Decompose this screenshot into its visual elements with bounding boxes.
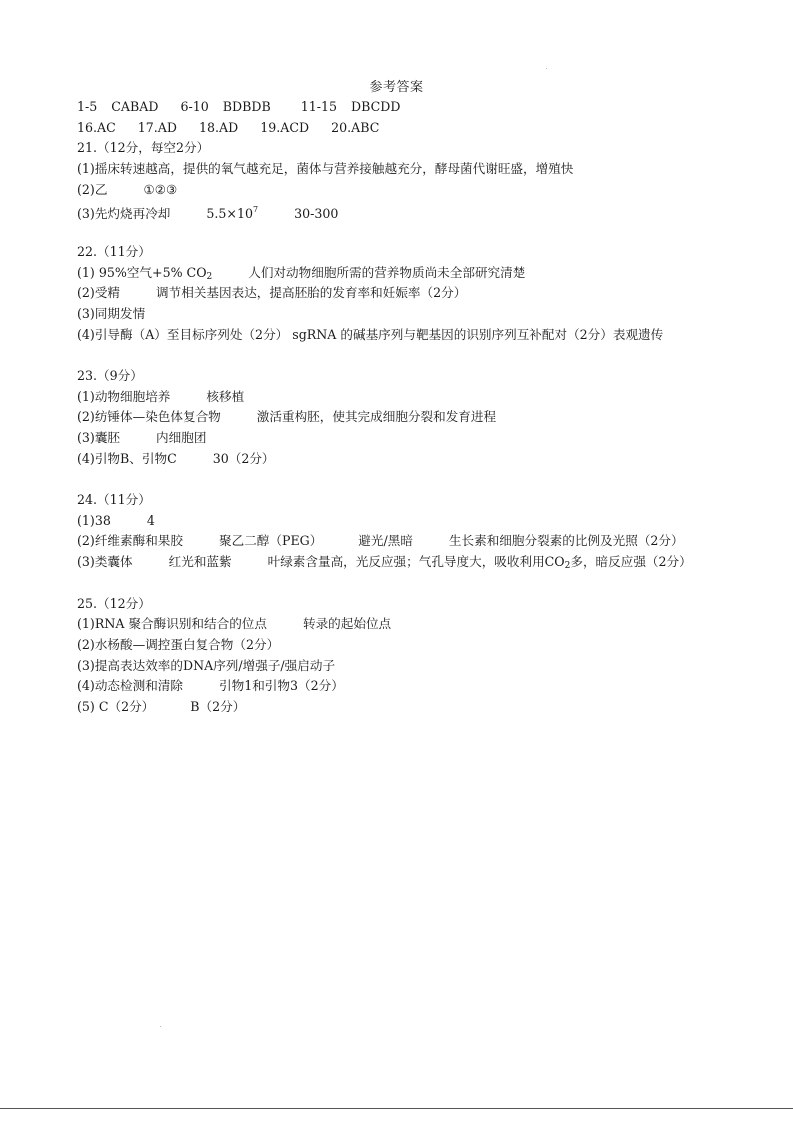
q21-answer-2 [77, 180, 757, 201]
q24-answer-2 [77, 531, 757, 552]
subscript: 2 [206, 271, 213, 282]
q22-answer-2 [77, 283, 757, 304]
q21-answer-3-part: 30-300 [294, 206, 339, 222]
q24-answer-3-part: 红光和蓝紫 [168, 554, 232, 570]
mc-answer: CABAD [111, 99, 159, 114]
scan-speck [546, 68, 547, 69]
spacer [77, 469, 757, 490]
q23-answer-3-part: (3)囊胚 [77, 430, 121, 445]
q25-answer-4-part: (4)动态检测和清除 [77, 678, 183, 694]
mc-answer: 17.AD [137, 119, 177, 135]
mc-answers-row-1 [77, 97, 757, 118]
q24-answer-1-part: (1)38 [77, 512, 111, 528]
q22-answer-4: (4)引导酶（A）至目标序列处（2分） sgRNA 的碱基序列与靶基因的识别序列互补配对（2分）表观遗传 [77, 326, 664, 342]
q24-answer-2-part: 聚乙二醇（PEG） [219, 533, 323, 549]
q25-answer-1 [77, 614, 757, 635]
page-bottom-rule [0, 1108, 793, 1109]
spacer [77, 345, 757, 366]
q22-answer-2-part: (2)受精 [77, 285, 121, 301]
q25-answer-4 [77, 676, 757, 697]
q25-answer-4-part: 引物1和引物3（2分） [219, 678, 344, 694]
q23-answer-1-part: 核移植 [206, 388, 245, 404]
spacer [77, 573, 757, 594]
q21-answer-2-part: (2)乙 [77, 181, 108, 197]
q23-answer-3-part: 内细胞团 [156, 430, 207, 445]
superscript: 7 [253, 205, 259, 215]
q23-answer-1-part: (1)动物细胞培养 [77, 388, 171, 404]
mc-answer: 18.AD [199, 119, 239, 135]
q25-answer-5-part: (5) C（2分） [77, 698, 155, 714]
page-title: 参考答案 [369, 80, 424, 95]
mc-answer: 19.ACD [260, 119, 310, 135]
q23-answer-2-part: 激活重构胚，使其完成细胞分裂和发育进程 [256, 409, 497, 425]
q23-answer-2 [77, 407, 757, 428]
subscript: 2 [564, 561, 571, 572]
scan-speck [160, 1026, 161, 1027]
q22-answer-2-part: 调节相关基因表达，提高胚胎的发育率和妊娠率（2分） [156, 285, 467, 301]
mc-answer: BDBDB [222, 99, 271, 114]
q25-answer-1-part: 转录的起始位点 [302, 616, 392, 632]
q25-answer-3: (3)提高表达效率的DNA序列/增强子/强启动子 [77, 657, 336, 673]
q22-answer-1-part: (1) 95%空气+5% CO [77, 264, 207, 280]
q23-answer-4-part: (4)引物B、引物C [77, 450, 177, 466]
q25-header: 25.（12分） [77, 595, 151, 611]
q23-answer-3 [77, 428, 757, 449]
q24-answer-1 [77, 511, 757, 532]
answer-content [77, 97, 757, 718]
q23-answer-4-part: 30（2分） [212, 450, 275, 466]
q22-header: 22.（11分） [77, 243, 151, 259]
q24-answer-3-part: 多，暗反应强（2分） [570, 554, 692, 570]
mc-range: 11-15 [300, 99, 338, 114]
spacer [77, 221, 757, 242]
q21-header: 21.（12分，每空2分） [77, 140, 210, 156]
mc-range: 1-5 [77, 99, 98, 114]
q24-answer-3 [77, 552, 757, 573]
q22-answer-1 [77, 263, 757, 284]
q23-answer-1 [77, 387, 757, 408]
q25-answer-5 [77, 697, 757, 718]
q25-answer-2: (2)水杨酸—调控蛋白复合物（2分） [77, 636, 280, 652]
q21-answer-1: (1)摇床转速越高，提供的氧气越充足，菌体与营养接触越充分，酵母菌代谢旺盛，增殖快 [77, 161, 574, 177]
q23-answer-2-part: (2)纺锤体—染色体复合物 [77, 409, 221, 425]
q24-header: 24.（11分） [77, 492, 151, 508]
mc-answer: 20.ABC [331, 119, 380, 135]
q24-answer-3-part: (3)类囊体 [77, 554, 133, 570]
q23-header: 23.（9分） [77, 367, 143, 383]
mc-range: 6-10 [180, 99, 209, 114]
q24-answer-3-part: 叶绿素含量高，光反应强；气孔导度大，吸收利用CO [267, 554, 565, 570]
q24-answer-1-part: 4 [146, 512, 155, 528]
q22-answer-3: (3)同期发情 [77, 305, 146, 321]
q21-answer-3 [77, 200, 757, 221]
q24-answer-2-part: (2)纤维素酶和果胶 [77, 533, 183, 549]
q24-answer-2-part: 避光/黑暗 [358, 533, 413, 549]
q21-answer-3-part: 5.5×10 [206, 206, 254, 222]
q24-answer-2-part: 生长素和细胞分裂素的比例及光照（2分） [448, 533, 684, 549]
q25-answer-1-part: (1)RNA 聚合酶识别和结合的位点 [77, 616, 267, 632]
q22-answer-1-part: 人们对动物细胞所需的营养物质尚未全部研究清楚 [248, 264, 526, 280]
q21-answer-3-part: (3)先灼烧再冷却 [77, 206, 171, 222]
mc-answer: 16.AC [77, 119, 116, 135]
q23-answer-4 [77, 449, 757, 470]
q25-answer-5-part: B（2分） [190, 698, 246, 714]
mc-answers-row-2 [77, 118, 757, 139]
q21-answer-2-part: ①②③ [143, 181, 178, 197]
mc-answer: DBCDD [351, 99, 401, 114]
